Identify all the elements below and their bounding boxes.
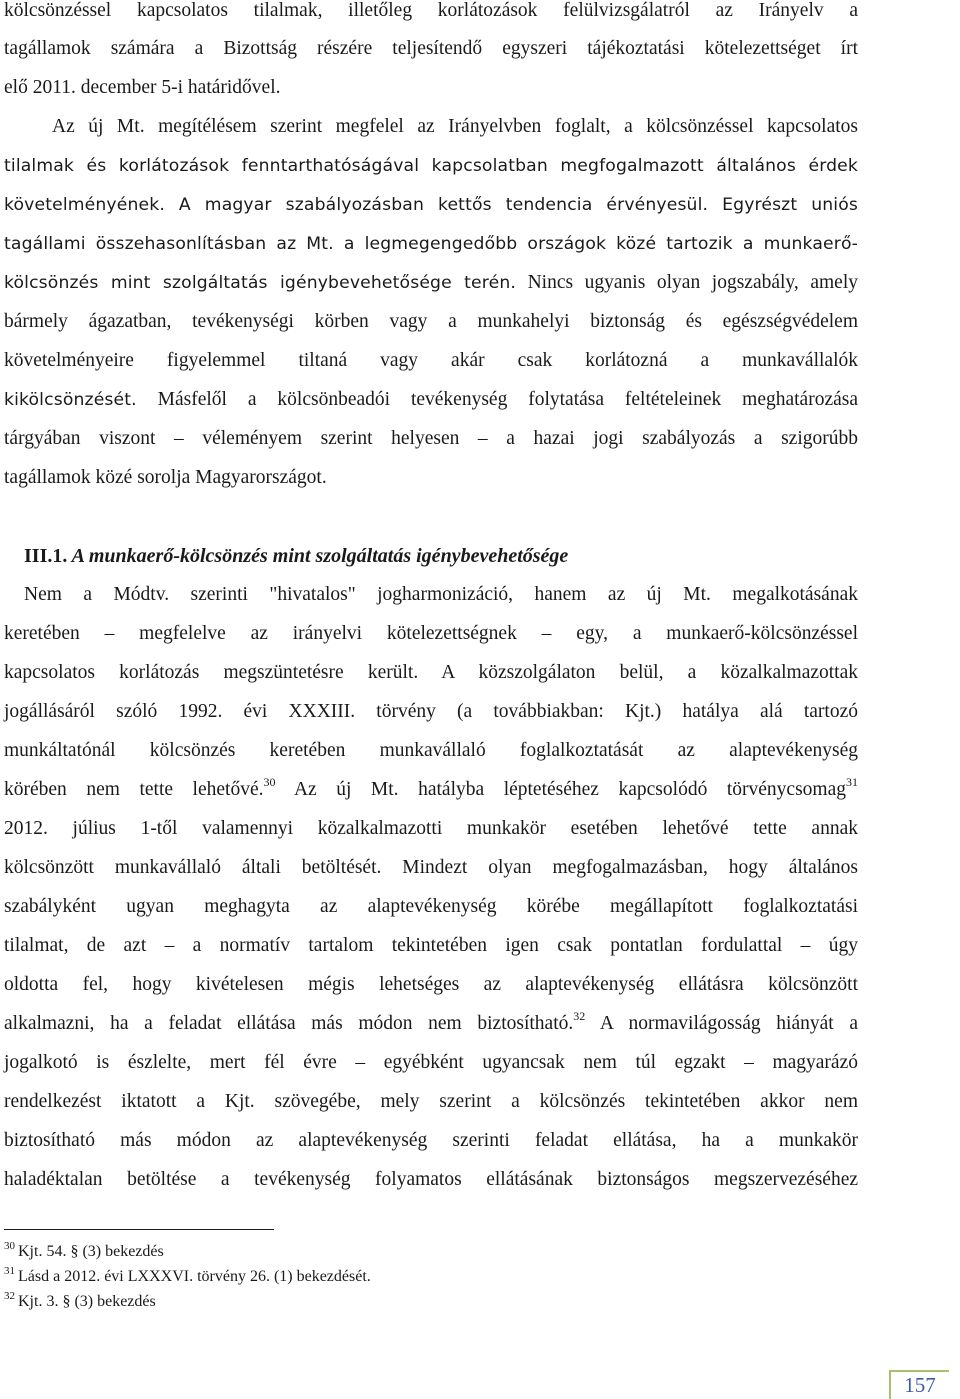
paragraph-2-line-7: követelményeire figyelemmel tiltaná vagy akár csak korlátozná a munkavállalók [4,350,858,371]
paragraph-2-line-5-b: Nincs ugyanis olyan jogszabály, amely [515,272,859,293]
paragraph-2-line-1: Az új Mt. megítélésem szerint megfelel az Irányelvben foglalt, a kölcsönzéssel kapcsolatos [52,116,858,137]
section-number: III.1. [24,545,68,567]
paragraph-2-line-8 [4,387,858,413]
footnote-number: 32 [4,1290,15,1302]
paragraph-2-line-6: bármely ágazatban, tevékenységi körben vagy a munkahelyi biztonság és egészségvédelem [4,311,858,332]
paragraph-3-line-1: Nem a Módtv. szerinti "hivatalos" jogharmonizáció, hanem az új Mt. megalkotásának [24,584,858,605]
paragraph-3-line-7: 2012. július 1-től valamennyi közalkalmazotti munkakör esetében lehetővé tette annak [4,818,858,839]
paragraph-3-line-6 [4,777,858,803]
paragraph-2-line-8-b: Másfelől a kölcsönbeadói tevékenység folytatása feltételeinek meghatározása [136,389,858,410]
footnote-ref-31[interactable]: 31 [846,775,858,789]
footnote-text: Kjt. 54. § (3) bekezdés [18,1243,164,1260]
section-title: A munkaerő-kölcsönzés mint szolgáltatás igénybevehetősége [67,545,569,567]
paragraph-3-line-5: munkáltatónál kölcsönzés keretében munkavállaló foglalkoztatását az alaptevékenység [4,740,858,761]
paragraph-3-line-13: jogalkotó is észlelte, mert fél évre – egyébként ugyancsak nem túl egzakt – magyarázó [4,1052,858,1073]
paragraph-3-line-12-a: alkalmazni, ha a feladat ellátása más módon nem biztosítható. [4,1013,574,1034]
paragraph-3-line-9: szabályként ugyan meghagyta az alaptevékenység körébe megállapított foglalkoztatási [4,896,858,917]
paragraph-3-line-4: jogállásáról szóló 1992. évi XXXIII. törvény (a továbbiakban: Kjt.) hatálya alá tartozó [4,701,858,722]
paragraph-2-line-5 [4,270,858,296]
footnote-text: Lásd a 2012. évi LXXXVI. törvény 26. (1) bekezdését. [18,1268,371,1285]
paragraph-1-line-3: elő 2011. december 5-i határidővel. [4,77,281,98]
section-heading [24,542,568,570]
paragraph-3-line-6-a: körében nem tette lehetővé. [4,779,264,800]
paragraph-2-line-9: tárgyában viszont – véleményem szerint helyesen – a hazai jogi szabályozás a szigorúbb [4,428,858,449]
paragraph-3-line-8: kölcsönzött munkavállaló általi betöltését. Mindezt olyan megfogalmazásban, hogy általános [4,857,858,878]
paragraph-2-line-4: tagállami összehasonlításban az Mt. a legmegengedőbb országok közé tartozik a munkaerő- [4,234,858,254]
paragraph-3-line-14: rendelkezést iktatott a Kjt. szövegébe, mely szerint a kölcsönzés tekintetében akkor nem [4,1091,858,1112]
footnote-32 [4,1291,156,1313]
paragraph-3-line-15: biztosítható más módon az alaptevékenység szerinti feladat ellátása, ha a munkakör [4,1130,858,1151]
footnote-31 [4,1266,371,1288]
paragraph-3-line-12 [4,1011,858,1037]
paragraph-2-line-2: tilalmak és korlátozások fenntarthatóságával kapcsolatban megfogalmazott általános érdek [4,156,858,176]
footnote-separator [4,1229,274,1230]
footnote-text: Kjt. 3. § (3) bekezdés [18,1293,156,1310]
paragraph-3-line-11: oldotta fel, hogy kivételesen mégis lehetséges az alaptevékenység ellátásra kölcsönzött [4,974,858,995]
paragraph-2-line-8-a: kikölcsönzését. [4,390,137,410]
paragraph-1-line-1: kölcsönzéssel kapcsolatos tilalmak, illetőleg korlátozások felülvizsgálatról az Irányelv a [4,0,858,21]
paragraph-2-line-10: tagállamok közé sorolja Magyarországot. [4,467,327,488]
footnote-number: 30 [4,1240,15,1252]
paragraph-3-line-3: kapcsolatos korlátozás megszüntetésre került. A közszolgálaton belül, a közalkalmazottak [4,662,858,683]
footnote-ref-32[interactable]: 32 [573,1009,586,1023]
paragraph-3-line-2: keretében – megfelelve az irányelvi kötelezettségnek – egy, a munkaerő-kölcsönzéssel [4,623,858,644]
page-number: 157 [889,1370,949,1399]
footnote-30 [4,1241,164,1263]
paragraph-3-line-16: haladéktalan betöltése a tevékenység folyamatos ellátásának biztonságos megszervezéséhez [4,1169,858,1190]
footnote-ref-30[interactable]: 30 [263,775,276,789]
paragraph-3-line-12-b: A normavilágosság hiányát a [585,1013,858,1034]
paragraph-3-line-6-b: Az új Mt. hatályba léptetéséhez kapcsolódó törvénycsomag [275,779,846,800]
paragraph-1-line-2: tagállamok számára a Bizottság részére teljesítendő egyszeri tájékoztatási kötelezettséget írt [4,38,858,59]
paragraph-2-line-3: követelményének. A magyar szabályozásban kettős tendencia érvényesül. Egyrészt uniós [4,195,858,215]
paragraph-2-line-5-a: kölcsönzés mint szolgáltatás igénybevehetősége terén. [4,273,516,293]
footnote-number: 31 [4,1265,15,1277]
paragraph-3-line-10: tilalmat, de azt – a normatív tartalom tekintetében igen csak pontatlan fordulattal – úgy [4,935,858,956]
